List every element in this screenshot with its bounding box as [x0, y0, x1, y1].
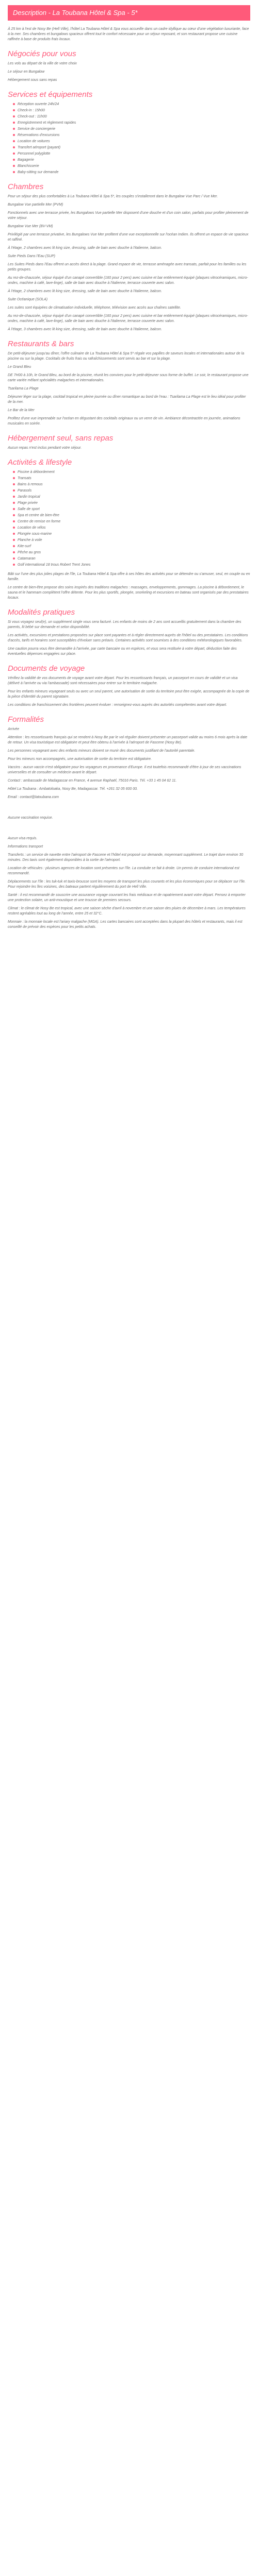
- section-paragraph: Monnaie : la monnaie locale est l'ariary malgache (MGA). Les cartes bancaires sont acceptées dans la plupart des hôtels et restaurants, mais il est conseillé de prévoir des espèces pour les petits achats.: [8, 920, 243, 929]
- bullet-icon: [13, 134, 15, 136]
- section: [8, 715, 250, 800]
- section-paragraph: Les activités, excursions et prestations proposées sur place sont payantes et à régler directement auprès de l'hôtel ou des prestataires. Les conditions d'accès, tarifs et horaires sont susceptibles d'évoluer sans préavis. Certaines activités sont soumises à des conditions météorologiques favorables.: [8, 634, 248, 642]
- list-item: [13, 476, 250, 481]
- list-item-text: Golf international 18 trous Robert Trent Jones: [18, 563, 91, 567]
- section: [8, 803, 250, 821]
- list-item: [13, 550, 250, 555]
- bullet-icon: [13, 152, 15, 155]
- section: [8, 49, 250, 83]
- section-paragraph: Aucune vaccination requise.: [8, 816, 53, 820]
- list-item: [13, 470, 250, 475]
- bullet-icon: [13, 483, 15, 485]
- section-paragraph: Les vols au départ de la ville de votre choix: [8, 62, 77, 65]
- bullet-icon: [13, 471, 15, 473]
- section: [8, 434, 250, 451]
- list-item-text: Plage privée: [18, 501, 38, 505]
- list-item-text: Réservations d'excursions: [18, 133, 60, 137]
- section-paragraph: Vérifiez la validité de vos documents de voyage avant votre départ. Pour les ressortissants français, un passeport en cours de validité et un visa (délivré à l'arrivée ou via l'ambassade) sont nécessaires pour entrer sur le territoire malgache.: [8, 676, 238, 685]
- list-item-text: Salle de sport: [18, 507, 40, 511]
- section-paragraph: Fonctionnels avec une terrasse privée, les Bungalows Vue partielle Mer disposent d'une douche et d'un coin salon, parfaits pour profiter pleinement de votre séjour.: [8, 211, 249, 220]
- list-item-text: Spa et centre de bien-être: [18, 514, 59, 517]
- section-title: Services et équipements: [8, 90, 93, 99]
- section: [8, 664, 250, 708]
- bullet-icon: [13, 557, 15, 560]
- section-paragraph: Hébergement sous sans repas: [8, 78, 57, 82]
- banner-title: Description - La Toubana Hôtel & Spa - 5*: [13, 9, 138, 16]
- section-paragraph: DE 7H00 à 10h, le Grand Bleu, au bord de la piscine, réunit les convives pour le petit-déjeuner sous forme de buffet. Le soir, le restaurant propose une carte variée mêlant spécialités malgaches et internationales.: [8, 374, 249, 382]
- list-item-text: Piscine à débordement: [18, 470, 55, 474]
- bullet-icon: [13, 551, 15, 553]
- section-title: Chambres: [8, 182, 44, 191]
- list-item: [13, 108, 250, 113]
- section-title: Documents de voyage: [8, 664, 85, 673]
- section-paragraph: Arrivée: [8, 727, 20, 731]
- intro-paragraph: À 25 km à l'est de Nosy Be (Hell Ville), l'hôtel La Toubana Hôtel & Spa vous accueille dans un cadre idyllique au cœur d'une végétation luxuriante, face à la mer. Ses chambres et bungalows spacieux offrent tout le confort nécessaire pour un séjour reposant, et son restaurant propose une cuisine raffinée à base de produits frais locaux.: [8, 27, 249, 41]
- section-paragraph: À l'étage, 3 chambres avec lit king size, dressing, salle de bain avec douche à l'italienne, balcon.: [8, 328, 162, 331]
- section-paragraph: Contact : ambassade de Madagascar en France, 4 avenue Raphaël, 75016 Paris. Tél. +33 1 45 04 62 11.: [8, 779, 177, 783]
- list-item: [13, 488, 250, 494]
- section-paragraph: Privilégié par une terrasse privative, les Bungalows Vue Mer profitent d'une vue exceptionnelle sur l'océan Indien. Ils offrent un espace de vie spacieux et raffiné.: [8, 233, 249, 242]
- section-paragraph: À l'étage, 2 chambres avec lit king size, dressing, salle de bain avec douche à l'italienne, balcon.: [8, 290, 162, 293]
- section-paragraph: Climat : le climat de Nosy Be est tropical, avec une saison sèche d'avril à novembre et une saison des pluies de décembre à mars. Les températures restent agréables tout au long de l'année, entre 25 et 32°C.: [8, 907, 246, 916]
- bullet-icon: [13, 146, 15, 148]
- list-item: [13, 164, 250, 169]
- page-banner: [8, 5, 250, 21]
- section-paragraph: À l'étage, 2 chambres avec lit king size, dressing, salle de bain avec douche à l'italienne, balcon.: [8, 246, 162, 250]
- list-item-text: Personnel polyglotte: [18, 152, 51, 156]
- list-item: [13, 133, 250, 138]
- list-item: [13, 482, 250, 487]
- bullet-icon: [13, 533, 15, 535]
- section-paragraph: Informations transport: [8, 845, 43, 849]
- list-item-text: Centre de remise en forme: [18, 520, 61, 523]
- section-paragraph: Une caution pourra vous être demandée à l'arrivée, par carte bancaire ou en espèces, et vous sera restituée à votre départ, déduction faite des éventuelles dépenses engagées sur place.: [8, 647, 237, 656]
- bullet-icon: [13, 489, 15, 492]
- section-paragraph: Tsarilama La Plage: [8, 387, 39, 391]
- list-item: [13, 139, 250, 144]
- list-item-text: Enregistrement et règlement rapides: [18, 121, 76, 125]
- bullet-icon: [13, 122, 15, 124]
- section-paragraph: Profitez d'une vue imprenable sur l'océan en dégustant des cocktails originaux ou un verre de vin. Ambiance décontractée en journée, animations musicales en soirée.: [8, 417, 240, 426]
- section-paragraph: Hôtel La Toubana : Ambatoloaka, Nosy Be, Madagascar. Tél. +261 32 05 600 00.: [8, 787, 138, 791]
- section-paragraph: Si vous voyagez seul(e), un supplément single vous sera facturé. Les enfants de moins de 2 ans sont accueillis gratuitement dans la chambre des parents, lit bébé sur demande et selon disponibilité.: [8, 620, 241, 629]
- section: [8, 458, 250, 601]
- list-item-text: Blanchisserie: [18, 164, 39, 168]
- section-paragraph: Pour un séjour des plus confortables à La Toubana Hôtel & Spa 5*, les couples s'installeront dans le Bungalow Vue Parc / Vue Mer.: [8, 195, 218, 198]
- bullet-icon: [13, 165, 15, 167]
- list-item: [13, 114, 250, 120]
- list-item-text: Catamaran: [18, 557, 36, 561]
- section-paragraph: Location de véhicules : plusieurs agences de location sont présentes sur l'île. La conduite se fait à droite. Un permis de conduire international est recommandé.: [8, 867, 239, 875]
- section-paragraph: Suite Pieds Dans l'Eau (SUP): [8, 255, 55, 258]
- section: [8, 608, 250, 657]
- list-item-text: Bains à remous: [18, 483, 43, 486]
- section-paragraph: Déjeuner léger sur la plage, cocktail tropical en pleine journée ou dîner romantique au bord de l'eau : Tsarilama La Plage est le lieu idéal pour profiter de la mer.: [8, 395, 246, 404]
- section-paragraph: Le Bar de la Mer: [8, 409, 35, 412]
- list-item-text: Transfert aéroport (payant): [18, 146, 61, 149]
- section-title: Négociés pour vous: [8, 49, 76, 58]
- section-paragraph: Les suites sont équipées de climatisation individuelle, téléphone, télévision avec accès aux chaînes satellite.: [8, 306, 181, 310]
- bullet-icon: [13, 477, 15, 479]
- bullet-icon: [13, 159, 15, 161]
- section-paragraph: Transferts : un service de navette entre l'aéroport de Fascene et l'hôtel est proposé sur demande, moyennant supplément. Le trajet dure environ 30 minutes. Des taxis sont également disponibles à la sortie de l'aéroport.: [8, 853, 244, 862]
- section-title: Modalités pratiques: [8, 608, 75, 617]
- list-item: [13, 495, 250, 500]
- section-title: Formalités: [8, 715, 44, 724]
- list-item: [13, 501, 250, 506]
- list-item-text: Bagagerie: [18, 158, 34, 162]
- list-item: [13, 526, 250, 531]
- list-item: [13, 127, 250, 132]
- bullet-icon: [13, 128, 15, 130]
- section-title: Activités & lifestyle: [8, 458, 72, 467]
- list-item-text: Jardin tropical: [18, 495, 40, 499]
- list-item: [13, 507, 250, 512]
- section-paragraph: De petit-déjeuner jusqu'au dîner, l'offre culinaire de La Toubana Hôtel & Spa 5* régale vos papilles de saveurs locales et internationales autour de la piscine ou sur la plage. Cocktails de fruits frais ou rafraîchissements sont servis au bar et sur la plage.: [8, 352, 245, 361]
- bullet-icon: [13, 171, 15, 173]
- bullet-icon: [13, 103, 15, 105]
- section-paragraph: Attention : les ressortissants français qui se rendent à Nosy Be par le vol régulier doivent présenter un passeport valide au moins 6 mois après la date de retour. Un visa touristique est obligatoire et peut être obtenu à l'arrivée à l'aéroport de Fascene (Nosy Be).: [8, 736, 248, 744]
- page: [8, 0, 250, 930]
- section-paragraph: Aucun visa requis.: [8, 837, 38, 840]
- bullet-icon: [13, 520, 15, 522]
- section: [8, 824, 250, 930]
- list-item: [13, 513, 250, 518]
- section-paragraph: Email : contact@latoubana.com: [8, 795, 59, 799]
- section-paragraph: Pour les mineurs non accompagnés, une autorisation de sortie du territoire est obligatoire.: [8, 757, 152, 761]
- bullet-list: [8, 102, 250, 175]
- list-item-text: Location de voitures: [18, 140, 50, 143]
- section-paragraph: Bungalow Vue Mer (BV-VM): [8, 225, 53, 228]
- list-item-text: Pêche au gros: [18, 551, 41, 554]
- section-title: Hébergement seul, sans repas: [8, 434, 114, 443]
- bullet-icon: [13, 545, 15, 547]
- list-item: [13, 532, 250, 537]
- section-paragraph: Bungalow Vue partielle Mer (PVM): [8, 203, 63, 207]
- bullet-icon: [13, 508, 15, 510]
- section-spacer: [8, 803, 250, 816]
- section: [8, 90, 250, 175]
- section-paragraph: Suite Océanique (SOLA): [8, 298, 48, 301]
- bullet-icon: [13, 539, 15, 541]
- list-item-text: Service de conciergerie: [18, 127, 56, 131]
- list-item-text: Parasols: [18, 489, 32, 493]
- bullet-icon: [13, 564, 15, 566]
- list-item-text: Réception ouverte 24h/24: [18, 103, 59, 106]
- section-paragraph: Le centre de bien-être propose des soins inspirés des traditions malgaches : massages, enveloppements, gommages. La piscine à débordement, le sauna et le hammam complètent l'offre détente. Pour les plus sportifs, plongée, snorkeling et excursions en bateau sont organisés par des prestataires locaux.: [8, 586, 249, 600]
- list-item: [13, 538, 250, 543]
- list-item: [13, 556, 250, 562]
- section-paragraph: Au rez-de-chaussée, séjour équipé d'un canapé convertible (160 pour 2 pers) avec cuisine et bar entièrement équipé (plaques vitrocéramiques, micro-ondes, machine à café, lave-linge), salle de bain avec douche à l'italienne, terrasse couverte avec salon.: [8, 276, 248, 285]
- list-item: [13, 519, 250, 524]
- list-item: [13, 151, 250, 157]
- list-item: [13, 170, 250, 175]
- section-paragraph: Santé : il est recommandé de souscrire une assurance voyage couvrant les frais médicaux et de rapatriement avant votre départ. Pensez à emporter une protection solaire, un anti-moustique et une trousse de premiers secours.: [8, 893, 246, 902]
- list-item: [13, 145, 250, 150]
- list-item-text: Planche à voile: [18, 538, 42, 542]
- bullet-icon: [13, 109, 15, 111]
- section-paragraph: Les personnes voyageant avec des enfants mineurs doivent se munir des documents justifiant de l'autorité parentale.: [8, 749, 196, 753]
- sections-container: [8, 49, 250, 930]
- section-paragraph: Les conditions de franchissement des frontières peuvent évoluer : renseignez-vous auprès des autorités compétentes avant votre départ.: [8, 703, 227, 707]
- bullet-icon: [13, 502, 15, 504]
- section-paragraph: Le séjour en Bungalow: [8, 70, 45, 74]
- bullet-icon: [13, 115, 15, 117]
- list-item: [13, 121, 250, 126]
- list-item-text: Check-out : 11h00: [18, 115, 47, 118]
- bullet-icon: [13, 527, 15, 529]
- section: [8, 182, 250, 332]
- list-item-text: Plongée sous-marine: [18, 532, 52, 536]
- list-item: [13, 563, 250, 568]
- section-paragraph: Aucun repas n'est inclus pendant votre séjour.: [8, 446, 82, 450]
- section: [8, 340, 250, 427]
- list-item-text: Kite-surf: [18, 545, 31, 548]
- section-paragraph: Le Grand Bleu: [8, 365, 31, 369]
- list-item-text: Baby-sitting sur demande: [18, 171, 59, 174]
- section-paragraph: Pour les enfants mineurs voyageant seuls ou avec un seul parent, une autorisation de sortie du territoire peut être exigée, accompagnée de la copie de la pièce d'identité du parent signataire.: [8, 690, 250, 699]
- bullet-icon: [13, 496, 15, 498]
- section-paragraph: Vaccins : aucun vaccin n'est obligatoire pour les voyageurs en provenance d'Europe. Il est toutefois recommandé d'être à jour de ses vaccinations universelles et de consulter un médecin avant le départ.: [8, 766, 241, 774]
- list-item: [13, 158, 250, 163]
- section-paragraph: Déplacements sur l'île : les tuk-tuk et taxis-brousse sont les moyens de transport les plus courants et les plus économiques pour se déplacer sur l'île. Pour rejoindre les îles voisines, des bateaux partent régulièrement du port de Hell Ville.: [8, 880, 246, 889]
- section-title: Restaurants & bars: [8, 340, 74, 348]
- list-item: [13, 102, 250, 107]
- list-item-text: Transats: [18, 477, 31, 480]
- bullet-list: [8, 470, 250, 568]
- list-item-text: Location de vélos: [18, 526, 46, 530]
- section-spacer: [8, 824, 250, 836]
- list-item-text: Check-in : 15h00: [18, 109, 45, 112]
- bullet-icon: [13, 514, 15, 516]
- section-paragraph: Les Suites Pieds dans l'Eau offrent un accès direct à la plage. Grand espace de vie, terrasse aménagée avec transats, parfait pour les familles ou les petits groupes.: [8, 263, 247, 272]
- list-item: [13, 544, 250, 549]
- section-paragraph: Au rez-de-chaussée, séjour équipé d'un canapé convertible (160 pour 2 pers) avec cuisine et bar entièrement équipé (plaques vitrocéramiques, micro-ondes, machine à café, lave-linge), salle de bain avec douche à l'italienne, terrasse couverte avec salon.: [8, 314, 248, 323]
- section-paragraph: Bâti sur l'une des plus jolies plages de l'île, La Toubana Hôtel & Spa offre à ses hôtes des activités pour se détendre ou s'amuser, seul, en couple ou en famille.: [8, 572, 250, 581]
- bullet-icon: [13, 140, 15, 142]
